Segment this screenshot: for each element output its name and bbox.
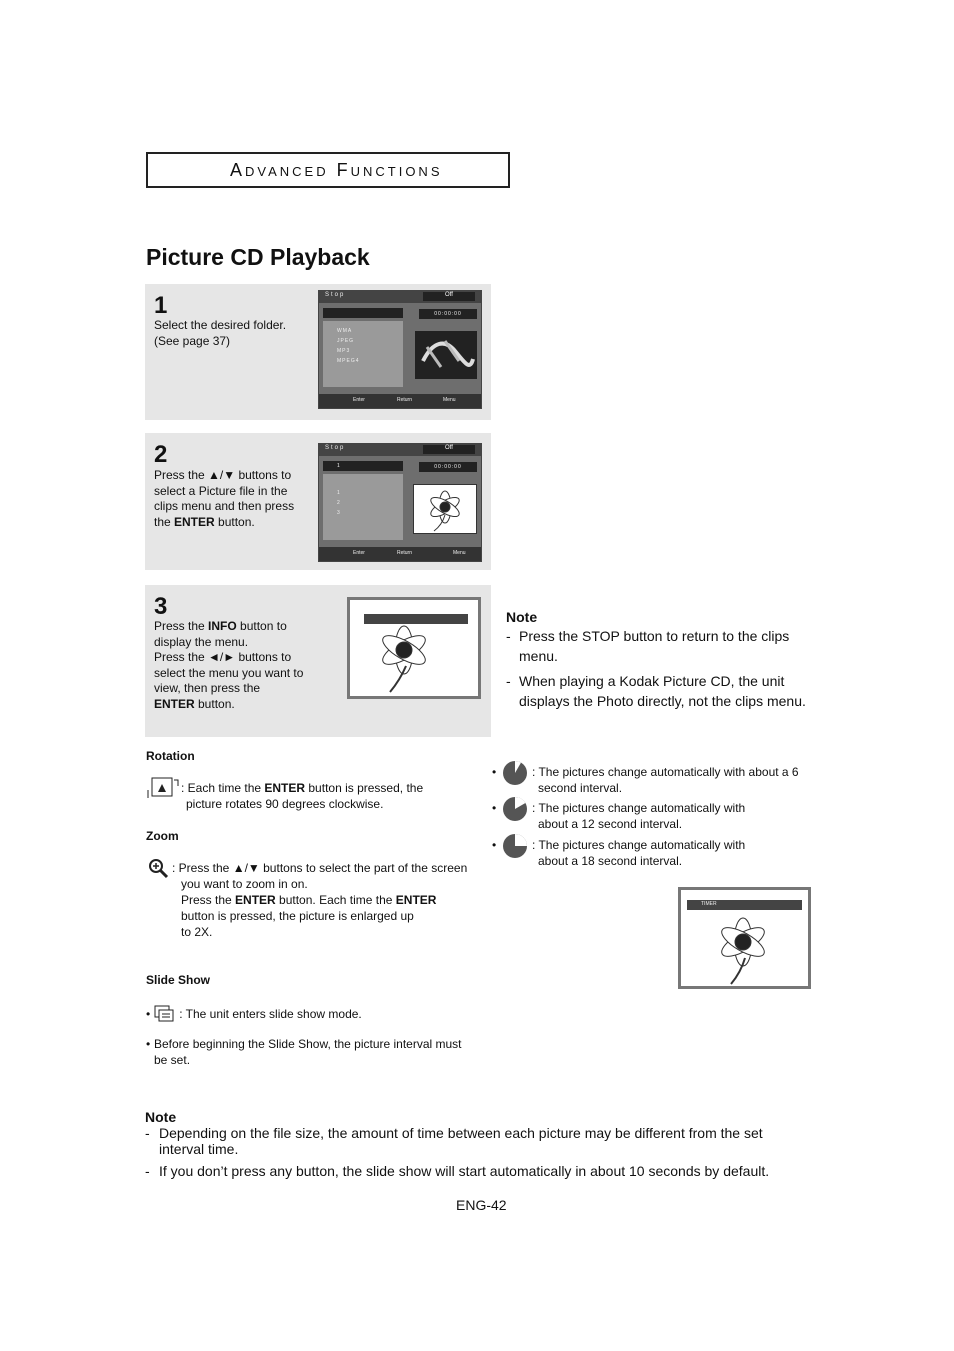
rotate-icon bbox=[146, 776, 180, 805]
step-2-text: Press the ▲/▼ buttons to select a Picture file in the clips menu and then press the ENTER button. bbox=[154, 468, 295, 529]
slideshow-item-2: • Before beginning the Slide Show, the picture interval must be set. bbox=[146, 1037, 462, 1067]
osd-preview-image bbox=[415, 331, 477, 379]
note-item: - Depending on the file size, the amount of time between each picture may be different from the set interval time. bbox=[145, 1125, 763, 1157]
osd-enter-label: Enter bbox=[353, 397, 365, 403]
file-item: 2 bbox=[337, 500, 341, 506]
osd-path-bar bbox=[323, 308, 403, 318]
osd-off-label: Off bbox=[423, 292, 475, 301]
osd-time: 00:00:00 bbox=[419, 309, 477, 319]
slideshow-item-1: • : The unit enters slide show mode. bbox=[146, 1004, 362, 1024]
osd-status-bar bbox=[319, 444, 481, 456]
note-right bbox=[506, 609, 816, 711]
osd-menu-label: Menu bbox=[453, 550, 466, 556]
osd-file-screen bbox=[318, 443, 482, 562]
folder-item: MP3 bbox=[337, 348, 351, 354]
timer-label: TIMER bbox=[701, 901, 717, 907]
note-heading: Note bbox=[145, 1109, 177, 1125]
step-1-line2: (See page 37) bbox=[154, 333, 231, 348]
step-2-panel bbox=[145, 433, 491, 570]
note-bottom bbox=[145, 1109, 805, 1179]
osd-stop-label: Stop bbox=[325, 292, 346, 298]
osd-path-bar: 1 bbox=[323, 461, 403, 471]
section-header bbox=[146, 152, 510, 188]
osd-file-list bbox=[323, 474, 403, 540]
flower-icon bbox=[350, 600, 478, 696]
folder-item: WMA bbox=[337, 328, 353, 334]
interval-6-item: • : The pictures change automatically with about a 6 second interval. bbox=[492, 760, 812, 796]
zoom-text: : Press the ▲/▼ buttons to select the part of the screen you want to zoom in on. Press the ENTER button. Each time the ENTER button is pressed, the picture is enlarged up to 2X. bbox=[172, 861, 468, 939]
step-number: 3 bbox=[154, 593, 168, 620]
slideshow-icon bbox=[153, 1004, 177, 1024]
step-1-panel bbox=[145, 284, 491, 420]
osd-preview-image bbox=[413, 484, 477, 534]
osd-bottom-bar bbox=[319, 547, 481, 561]
osd-stop-label: Stop bbox=[325, 445, 346, 451]
interval-list bbox=[492, 760, 812, 869]
rotation-text: : Each time the ENTER button is pressed, the picture rotates 90 degrees clockwise. bbox=[181, 781, 424, 811]
file-item: 3 bbox=[337, 510, 341, 516]
slideshow-heading: Slide Show bbox=[146, 973, 211, 987]
osd-status-bar bbox=[319, 291, 481, 303]
step-3-text: Press the INFO button to display the menu. Press the ◄/► buttons to select the menu you want to view, then press the ENTER button. bbox=[154, 619, 304, 711]
timer-18-icon bbox=[502, 833, 528, 859]
timer-12-icon bbox=[502, 796, 528, 822]
osd-return-label: Return bbox=[397, 550, 413, 556]
osd-return-label: Return bbox=[397, 397, 413, 403]
timer-menu-screen bbox=[678, 887, 811, 989]
section-title: Advanced Functions bbox=[230, 160, 443, 180]
osd-folder-screen bbox=[318, 290, 482, 409]
folder-item: MPEG4 bbox=[337, 358, 360, 364]
note-heading: Note bbox=[506, 609, 538, 625]
step-3-panel bbox=[145, 585, 491, 737]
info-menu-screen bbox=[347, 597, 481, 699]
note-item: - If you don’t press any button, the slide show will start automatically in about 10 seconds by default. bbox=[145, 1163, 770, 1179]
step-number: 1 bbox=[154, 292, 168, 319]
interval-12-item: • : The pictures change automatically with about a 12 second interval. bbox=[492, 796, 812, 833]
osd-off-label: Off bbox=[423, 445, 475, 454]
osd-folder-list bbox=[323, 321, 403, 387]
step-number: 2 bbox=[154, 441, 168, 468]
flower-icon bbox=[414, 485, 476, 533]
flower-icon bbox=[681, 890, 808, 986]
osd-enter-label: Enter bbox=[353, 550, 365, 556]
preview-art-icon bbox=[415, 331, 477, 379]
folder-item: JPEG bbox=[337, 338, 355, 344]
osd-time: 00:00:00 bbox=[419, 462, 477, 472]
page-number: ENG-42 bbox=[456, 1197, 507, 1213]
timer-6-icon bbox=[502, 760, 528, 786]
osd-menu-label: Menu bbox=[443, 397, 456, 403]
osd-bottom-bar bbox=[319, 394, 481, 408]
note-item: - When playing a Kodak Picture CD, the unit displays the Photo directly, not the clips menu. bbox=[506, 673, 806, 709]
step-1-line1: Select the desired folder. bbox=[154, 318, 287, 332]
interval-18-item: • : The pictures change automatically with about a 18 second interval. bbox=[492, 833, 812, 869]
page-title: Picture CD Playback bbox=[146, 244, 370, 270]
note-item: - Press the STOP button to return to the clips menu. bbox=[506, 628, 790, 664]
file-item: 1 bbox=[337, 490, 341, 496]
rotation-heading: Rotation bbox=[146, 749, 195, 763]
zoom-heading: Zoom bbox=[146, 829, 179, 843]
step-1-text bbox=[154, 318, 304, 349]
zoom-icon bbox=[147, 857, 171, 884]
